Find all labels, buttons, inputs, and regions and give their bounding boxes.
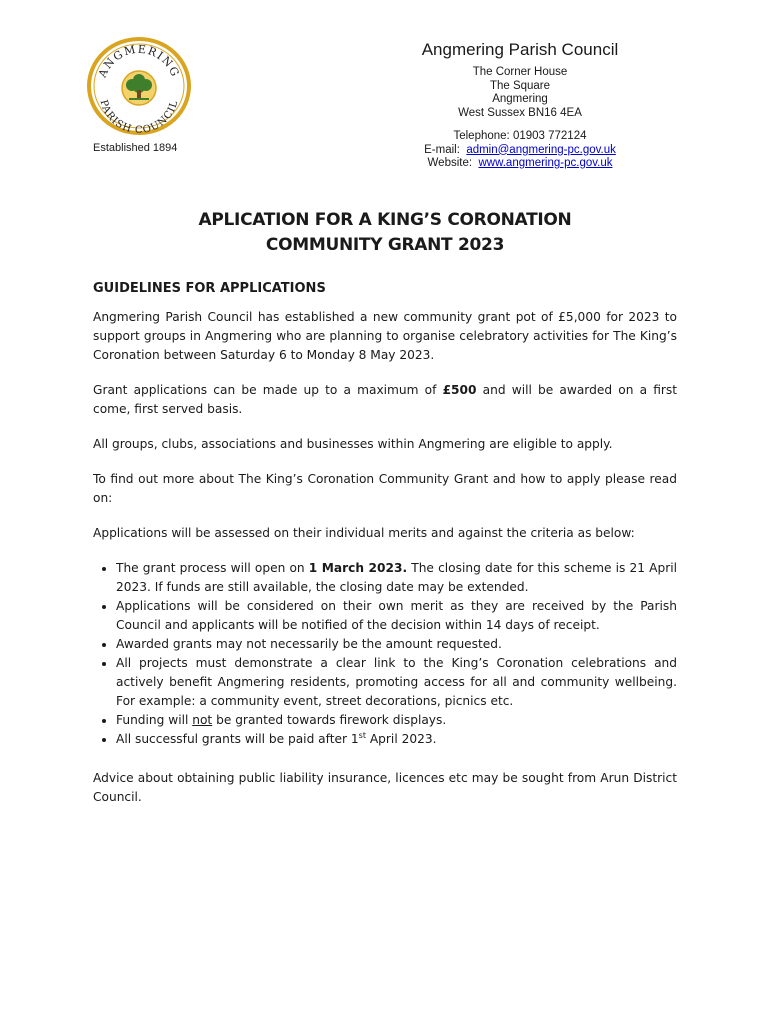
guidelines-section bbox=[93, 279, 677, 823]
email-label: E-mail: bbox=[424, 143, 460, 156]
email-line bbox=[370, 144, 670, 158]
email-link[interactable]: admin@angmering-pc.gov.uk bbox=[466, 143, 616, 156]
open-date: 1 March 2023. bbox=[308, 561, 408, 575]
website-link[interactable]: www.angmering-pc.gov.uk bbox=[478, 157, 613, 169]
paragraph-find-out: To find out more about The King’s Coronation Community Grant and how to apply please read on: bbox=[93, 472, 677, 505]
telephone: Telephone: 01903 772124 bbox=[453, 130, 587, 142]
document-title bbox=[0, 208, 770, 258]
title-line-1: APLICATION FOR A KING’S CORONATION bbox=[198, 210, 572, 230]
list-item: • The grant process will open on 1 March 2023. The closing date for this scheme is 21 April 2023. If funds are still available, the closing date may be extended. bbox=[116, 559, 677, 597]
address-line: The Corner House bbox=[472, 66, 568, 78]
criteria-list bbox=[93, 559, 677, 749]
list-item: • Applications will be considered on their own merit as they are received by the Parish Council and applicants will be notified of the decision within 14 days of receipt. bbox=[116, 597, 677, 635]
council-name: Angmering Parish Council bbox=[421, 40, 619, 59]
list-item: • Funding will not be granted towards firework displays. bbox=[116, 711, 677, 730]
paragraph-eligibility: All groups, clubs, associations and businesses within Angmering are eligible to apply. bbox=[93, 437, 613, 451]
paragraph-maximum: Grant applications can be made up to a maximum of £500 and will be awarded on a first come, first served basis. bbox=[93, 383, 678, 416]
oak-tree-icon bbox=[122, 71, 156, 105]
website-label: Website: bbox=[427, 157, 473, 169]
established-date: Established 1894 bbox=[93, 142, 178, 154]
parish-council-logo bbox=[86, 36, 192, 136]
paragraph-criteria: Applications will be assessed on their individual merits and against the criteria as below: bbox=[93, 526, 635, 540]
list-item: • Awarded grants may not necessarily be the amount requested. bbox=[116, 635, 677, 654]
logo-arc-top: ANGMERING bbox=[95, 42, 183, 80]
emphasis-not: not bbox=[192, 713, 213, 727]
paragraph-intro: Angmering Parish Council has established a new community grant pot of £5,000 for 2023 to support groups in Angmering who are planning to organise celebratory activities for The King’s Coronation between Saturday 6 to Monday 8 May 2023. bbox=[93, 310, 677, 362]
council-contact-block bbox=[370, 40, 670, 171]
list-item: • All successful grants will be paid after 1st April 2023. bbox=[116, 730, 677, 749]
address-line: Angmering bbox=[492, 93, 548, 105]
title-line-2: COMMUNITY GRANT 2023 bbox=[265, 235, 505, 255]
section-heading: GUIDELINES FOR APPLICATIONS bbox=[93, 281, 326, 296]
address-line: The Square bbox=[489, 79, 551, 92]
list-item: • All projects must demonstrate a clear link to the King’s Coronation celebrations and actively benefit Angmering residents, promoting access for all and community wellbeing. For example: a community event, street decorations, picnics etc. bbox=[116, 654, 677, 711]
logo-arc-bottom: PARISH COUNCIL bbox=[97, 98, 181, 136]
max-amount: £500 bbox=[442, 383, 477, 397]
website-line bbox=[370, 157, 670, 171]
paragraph-advice: Advice about obtaining public liability insurance, licences etc may be sought from Arun District Council. bbox=[93, 771, 677, 804]
address-line: West Sussex BN16 4EA bbox=[458, 106, 582, 119]
